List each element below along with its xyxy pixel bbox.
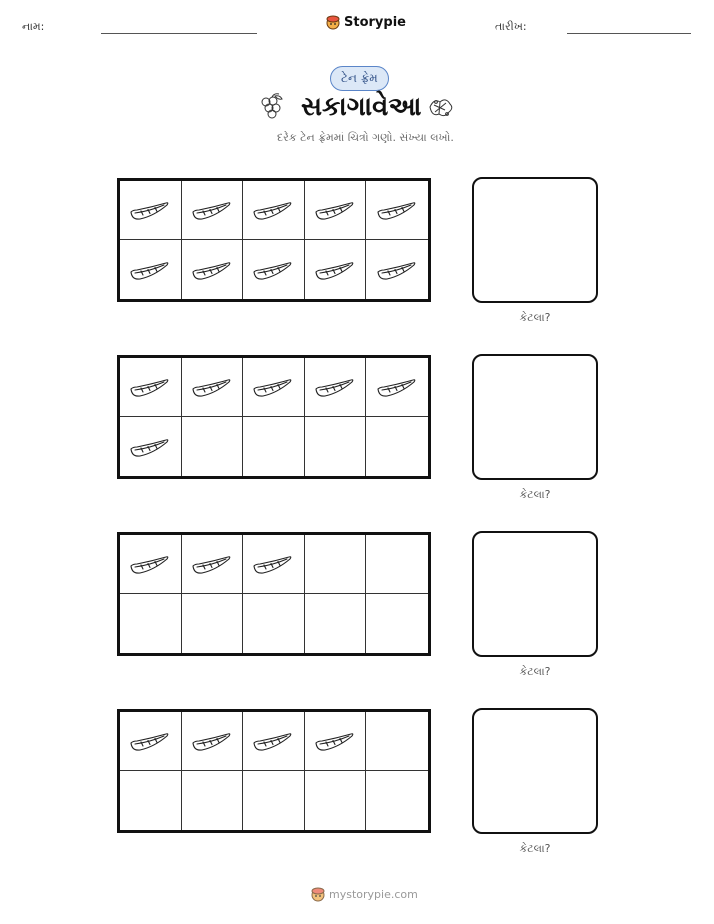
ten-frame-cell — [182, 712, 244, 771]
canoe-icon — [313, 257, 357, 283]
ten-frame-cell — [366, 240, 428, 299]
date-label: તારીખ: — [495, 20, 527, 33]
ten-frame-cell — [182, 240, 244, 299]
canoe-icon — [128, 374, 172, 400]
brand-name: Storypie — [344, 14, 406, 30]
ten-frame-cell — [305, 358, 367, 417]
ten-frame-cell — [120, 417, 182, 476]
ten-frame-cell — [243, 358, 305, 417]
ten-frame — [117, 178, 431, 302]
footer-url: mystorypie.com — [329, 887, 418, 901]
brand-logo — [326, 14, 406, 30]
ten-frame-cell — [182, 181, 244, 240]
ten-frame-cell — [182, 594, 244, 653]
ten-frame-cell — [243, 594, 305, 653]
canoe-icon — [313, 728, 357, 754]
canoe-icon — [128, 551, 172, 577]
ten-frame-cell — [243, 417, 305, 476]
ten-frame-cell — [366, 417, 428, 476]
canoe-icon — [190, 728, 234, 754]
ten-frame — [117, 532, 431, 656]
ten-frame-cell — [305, 712, 367, 771]
ten-frame-cell — [120, 181, 182, 240]
canoe-icon — [313, 197, 357, 223]
how-many-label: કેટલા? — [519, 842, 551, 855]
ten-frame-cell — [120, 594, 182, 653]
ten-frame-cell — [182, 771, 244, 830]
canoe-icon — [190, 197, 234, 223]
answer-box[interactable] — [472, 177, 598, 303]
ten-frame-cell — [182, 358, 244, 417]
answer-box[interactable] — [472, 354, 598, 480]
canoe-icon — [251, 257, 295, 283]
berries-icon — [258, 92, 286, 120]
ten-frame-cell — [243, 771, 305, 830]
name-label: નામ: — [22, 20, 45, 33]
ten-frame-cell — [305, 240, 367, 299]
canoe-icon — [313, 374, 357, 400]
page-title: સકાગાવેઆ — [301, 92, 422, 122]
ten-frame-cell — [243, 181, 305, 240]
ten-frame-badge: ટેન ફ્રેમ — [330, 66, 389, 91]
answer-box[interactable] — [472, 708, 598, 834]
ten-frame-cell — [120, 240, 182, 299]
pie-mascot-icon — [311, 886, 325, 902]
leaf-cluster-icon — [425, 94, 455, 120]
canoe-icon — [251, 551, 295, 577]
ten-frame-cell — [305, 594, 367, 653]
ten-frame-cell — [182, 535, 244, 594]
ten-frame-cell — [366, 771, 428, 830]
ten-frame-cell — [305, 417, 367, 476]
ten-frame-cell — [305, 535, 367, 594]
ten-frame — [117, 355, 431, 479]
how-many-label: કેટલા? — [519, 665, 551, 678]
canoe-icon — [128, 434, 172, 460]
answer-box[interactable] — [472, 531, 598, 657]
canoe-icon — [128, 728, 172, 754]
canoe-icon — [190, 257, 234, 283]
ten-frame-cell — [243, 535, 305, 594]
how-many-label: કેટલા? — [519, 488, 551, 501]
pie-mascot-icon — [326, 14, 340, 30]
date-line[interactable] — [567, 33, 691, 34]
ten-frame-cell — [366, 712, 428, 771]
canoe-icon — [251, 374, 295, 400]
ten-frame-cell — [366, 181, 428, 240]
canoe-icon — [251, 728, 295, 754]
canoe-icon — [190, 551, 234, 577]
ten-frame-cell — [305, 771, 367, 830]
instructions: દરેક ટેન ફ્રેમમાં ચિત્રો ગણો. સંખ્યા લખો. — [277, 131, 454, 144]
name-line[interactable] — [101, 33, 257, 34]
canoe-icon — [190, 374, 234, 400]
canoe-icon — [375, 374, 419, 400]
ten-frame-cell — [120, 712, 182, 771]
ten-frame-cell — [305, 181, 367, 240]
ten-frame-cell — [120, 771, 182, 830]
ten-frame-cell — [243, 240, 305, 299]
canoe-icon — [251, 197, 295, 223]
canoe-icon — [375, 197, 419, 223]
ten-frame-cell — [366, 535, 428, 594]
ten-frame-cell — [120, 358, 182, 417]
ten-frame — [117, 709, 431, 833]
ten-frame-cell — [366, 358, 428, 417]
canoe-icon — [128, 197, 172, 223]
ten-frame-cell — [182, 417, 244, 476]
ten-frame-cell — [243, 712, 305, 771]
canoe-icon — [375, 257, 419, 283]
ten-frame-cell — [120, 535, 182, 594]
how-many-label: કેટલા? — [519, 311, 551, 324]
canoe-icon — [128, 257, 172, 283]
footer — [311, 886, 418, 902]
ten-frame-cell — [366, 594, 428, 653]
